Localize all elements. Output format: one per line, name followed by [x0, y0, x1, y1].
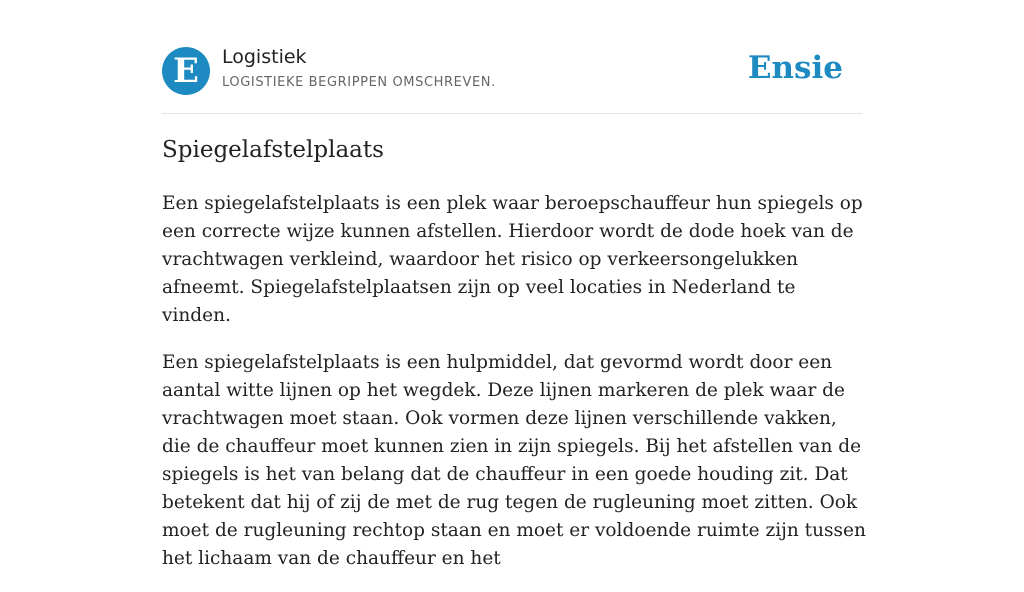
site-header [162, 46, 862, 96]
header-divider [162, 113, 862, 114]
article-paragraph: Een spiegelafstelplaats is een hulpmiddel, dat gevormd wordt door een aantal witte lijnen op het wegdek. Deze lijnen markeren de plek waar de vrachtwagen moet staan. Ook vormen deze lijnen verschillende vakken, die de chauffeur moet kunnen zien in zijn spiegels. Bij het afstellen van de spiegels is het van belang dat de chauffeur in een goede houding zit. Dat betekent dat hij of zij de met de rug tegen de rugleuning moet zitten. Ook moet de rugleuning rechtop staan en moet er voldoende ruimte zijn tussen het lichaam van de chauffeur en het [162, 352, 866, 569]
article-body [162, 190, 866, 592]
site-subtitle: LOGISTIEKE BEGRIPPEN OMSCHREVEN. [222, 75, 496, 90]
article-title: Spiegelafstelplaats [162, 137, 384, 163]
ensie-logo-icon[interactable]: E [162, 47, 210, 95]
article-paragraph: Een spiegelafstelplaats is een plek waar beroepschauffeur hun spiegels op een correcte wijze kunnen afstellen. Hierdoor wordt de dode hoek van de vrachtwagen verkleind, waardoor het risico op verkeersongelukken afneemt. Spiegelafstelplaatsen zijn op veel locaties in Nederland te vinden. [162, 193, 863, 326]
ensie-brand-link[interactable]: Ensie [747, 50, 843, 86]
site-title[interactable]: Logistiek [222, 46, 307, 68]
